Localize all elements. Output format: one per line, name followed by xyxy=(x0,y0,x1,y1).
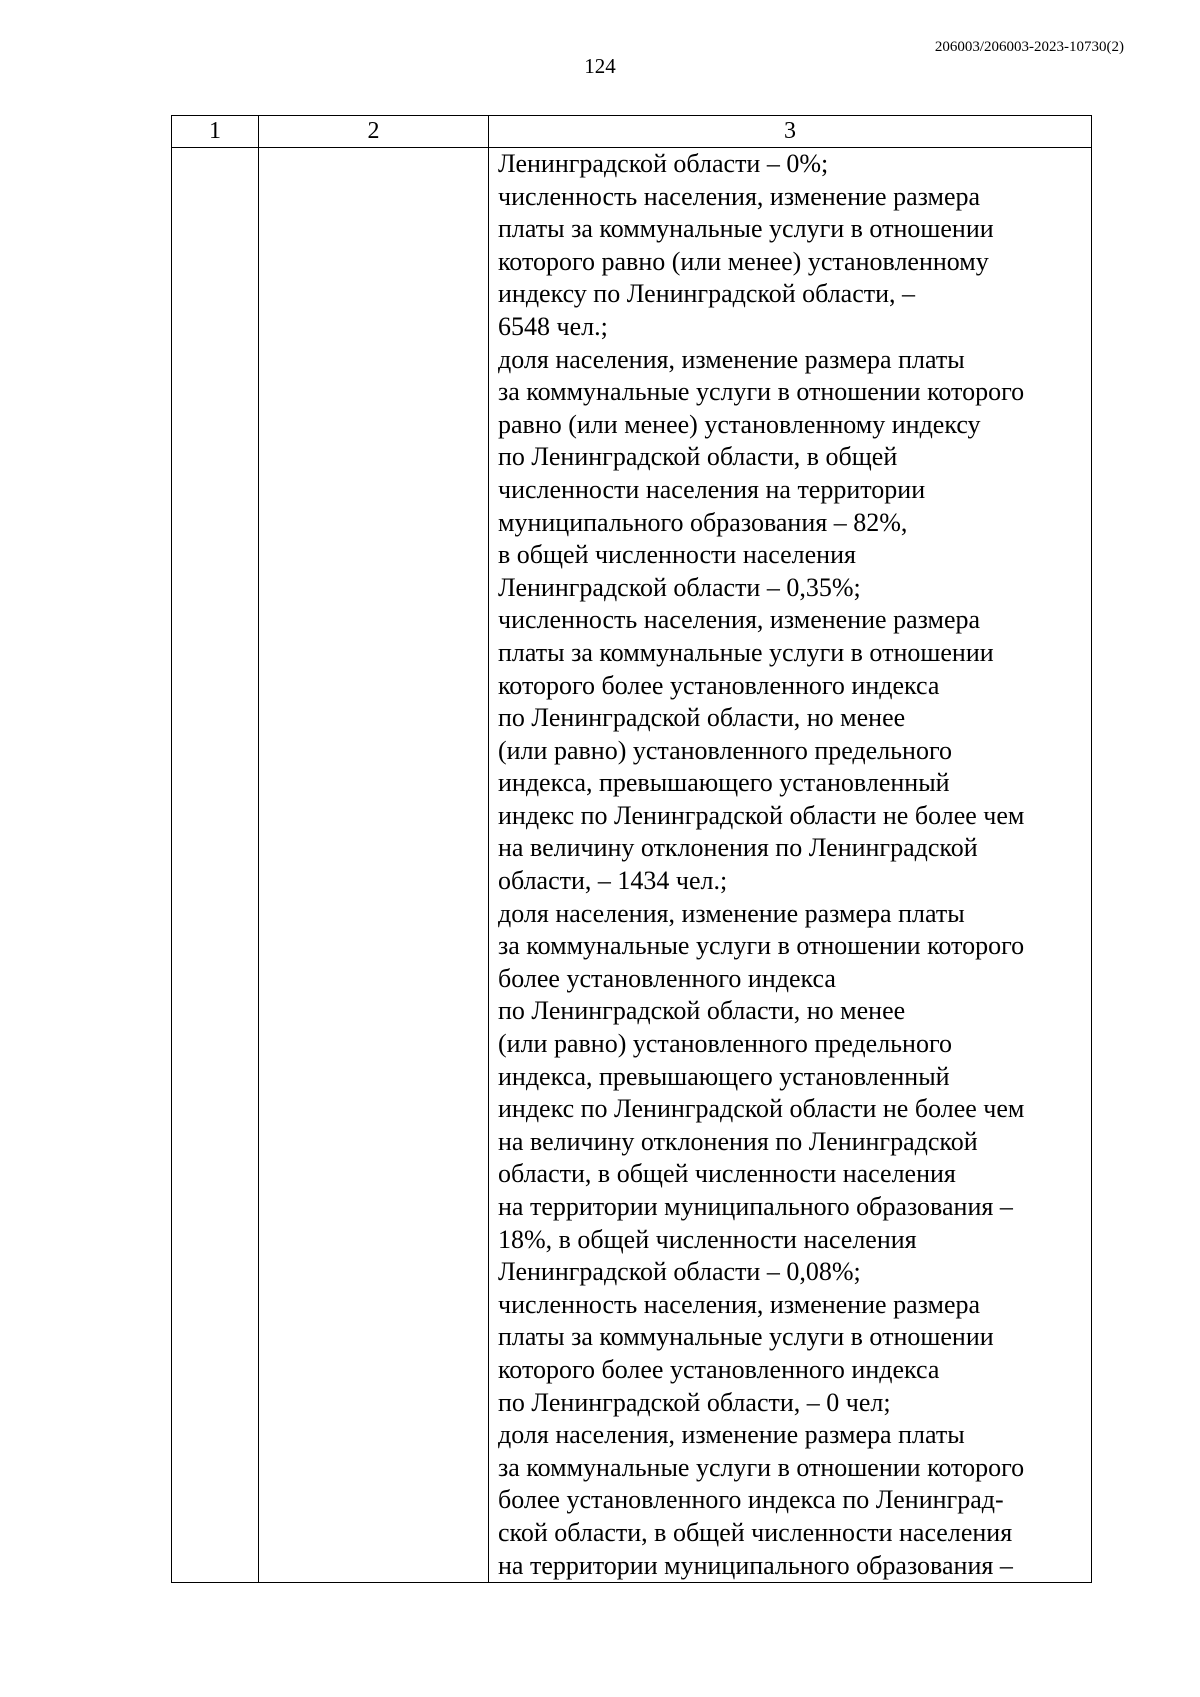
table-cell-col1 xyxy=(172,148,259,1583)
text-line: которого более установленного индекса xyxy=(498,1354,940,1384)
text-line: индекса, превышающего установленный xyxy=(498,1061,950,1091)
text-line: индекс по Ленинградской области не более чем xyxy=(498,1094,1025,1124)
column-header-2: 2 xyxy=(259,116,489,148)
page-number: 124 xyxy=(584,54,616,78)
cell-text-block xyxy=(498,148,1091,1582)
text-line: области, – 1434 чел.; xyxy=(498,866,728,896)
text-line: по Ленинградской области, в общей xyxy=(498,442,898,472)
text-line: за коммунальные услуги в отношении которого xyxy=(498,931,1025,961)
text-line: индекса, превышающего установленный xyxy=(498,768,950,798)
text-line: более установленного индекса xyxy=(498,963,836,993)
text-line: 18%, в общей численности населения xyxy=(498,1224,917,1254)
text-line: на величину отклонения по Ленинградской xyxy=(498,833,978,863)
column-header-1: 1 xyxy=(172,116,259,148)
text-line: индекс по Ленинградской области не более чем xyxy=(498,800,1025,830)
text-line: платы за коммунальные услуги в отношении xyxy=(498,637,994,667)
text-line: численность населения, изменение размера xyxy=(498,1289,981,1319)
text-line: численность населения, изменение размера xyxy=(498,181,981,211)
text-line: на территории муниципального образования – xyxy=(498,1550,1013,1580)
document-id: 206003/206003-2023-10730(2) xyxy=(934,39,1124,55)
text-line: в общей численности населения xyxy=(498,540,856,570)
text-line: по Ленинградской области, но менее xyxy=(498,703,906,733)
text-line: которого более установленного индекса xyxy=(498,670,940,700)
text-line: более установленного индекса по Ленинград- xyxy=(498,1485,1004,1515)
text-line: равно (или менее) установленному индексу xyxy=(498,409,981,439)
text-line: на территории муниципального образования – xyxy=(498,1192,1013,1221)
text-line: муниципального образования – 82%, xyxy=(498,507,908,537)
column-header-3: 3 xyxy=(489,116,1092,148)
text-line: численности населения на территории xyxy=(498,474,926,504)
text-line: численность населения, изменение размера xyxy=(498,605,981,635)
text-line: доля населения, изменение размера платы xyxy=(498,344,965,374)
text-line: которого равно (или менее) установленному xyxy=(498,246,989,276)
text-line: (или равно) установленного предельного xyxy=(498,1029,952,1059)
text-line: платы за коммунальные услуги в отношении xyxy=(498,214,994,244)
table-header-row xyxy=(172,116,1092,148)
text-line: на величину отклонения по Ленинградской xyxy=(498,1126,978,1156)
text-line: Ленинградской области – 0,08%; xyxy=(498,1257,861,1287)
text-line: платы за коммунальные услуги в отношении xyxy=(498,1322,994,1352)
text-line: за коммунальные услуги в отношении которого xyxy=(498,1452,1025,1482)
text-line: Ленинградской области – 0,35%; xyxy=(498,572,861,602)
text-line: доля населения, изменение размера платы xyxy=(498,898,965,928)
text-line: (или равно) установленного предельного xyxy=(498,735,952,765)
text-line: за коммунальные услуги в отношении которого xyxy=(498,377,1025,407)
text-line: 6548 чел.; xyxy=(498,311,608,341)
content-table xyxy=(171,115,1092,1583)
text-line: доля населения, изменение размера платы xyxy=(498,1420,965,1450)
table-cell-col2 xyxy=(259,148,489,1583)
text-line: области, в общей численности населения xyxy=(498,1159,956,1189)
text-line: ской области, в общей численности населения xyxy=(498,1517,1013,1547)
text-line: Ленинградской области – 0%; xyxy=(498,149,829,178)
text-line: индексу по Ленинградской области, – xyxy=(498,279,916,309)
table-cell-col3 xyxy=(489,148,1092,1583)
text-line: по Ленинградской области, – 0 чел; xyxy=(498,1387,891,1417)
table-row xyxy=(172,148,1092,1583)
text-line: по Ленинградской области, но менее xyxy=(498,996,906,1026)
